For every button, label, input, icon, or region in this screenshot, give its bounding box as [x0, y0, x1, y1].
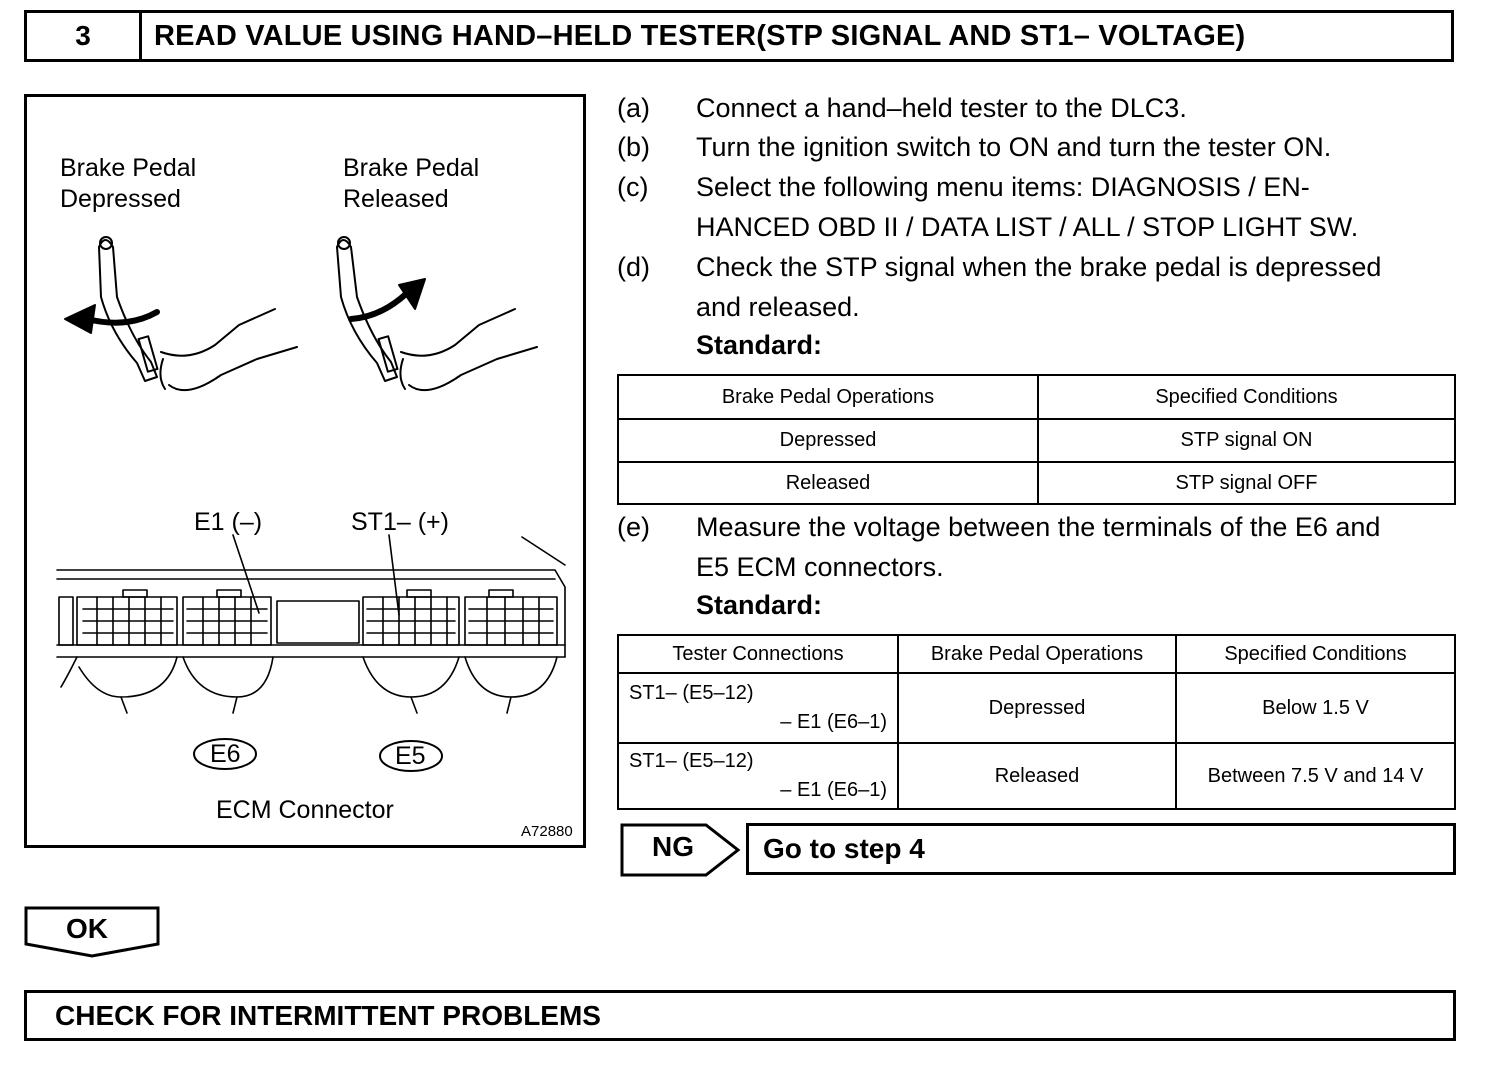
- step-b-text: Turn the ignition switch to ON and turn the tester ON.: [696, 132, 1332, 162]
- step-d-text-line1: Check the STP signal when the brake pedal is depressed: [696, 252, 1382, 282]
- step-c-text-line2: HANCED OBD II / DATA LIST / ALL / STOP LIGHT SW.: [696, 212, 1359, 242]
- table-header-cell: Brake Pedal Operations: [618, 375, 1038, 419]
- label-depressed-line2: Depressed: [60, 185, 181, 213]
- terminal-e1-label: E1 (–): [194, 508, 263, 536]
- connector-e5-label: E5: [395, 742, 426, 770]
- table-row: [618, 673, 1455, 743]
- tester-connection-cell: [618, 673, 898, 743]
- label-released-line1: Brake Pedal: [343, 154, 480, 182]
- table-row: [618, 462, 1455, 504]
- table-header-row: [618, 375, 1455, 419]
- stp-signal-table: [617, 374, 1456, 505]
- step-c-text-line1: Select the following menu items: DIAGNOSIS / EN-: [696, 172, 1310, 202]
- table-cell: Released: [618, 462, 1038, 504]
- terminal-st1-label: ST1– (+): [351, 508, 449, 536]
- figure-code: A72880: [521, 823, 573, 840]
- voltage-table: [617, 634, 1456, 810]
- depressed-arrowhead-icon: [65, 305, 95, 333]
- connector-e6-label: E6: [210, 740, 241, 768]
- label-released-line2: Released: [343, 185, 449, 213]
- step-e-text-line1: Measure the voltage between the terminals of the E6 and: [696, 512, 1381, 542]
- label-depressed-line1: Brake Pedal: [60, 154, 197, 182]
- depressed-pedal-icon: [99, 237, 297, 390]
- tester-connection-cell: [618, 743, 898, 809]
- depressed-arrow-icon: [87, 312, 157, 323]
- e1-leader-line: [233, 535, 259, 613]
- step-d-letter: (d): [617, 252, 650, 282]
- diagram-figure: [24, 94, 586, 848]
- table-cell: STP signal OFF: [1038, 462, 1455, 504]
- table-header-cell: Specified Conditions: [1038, 375, 1455, 419]
- step-a-letter: (a): [617, 93, 650, 123]
- tester-connection-line2: – E1 (E6–1): [780, 779, 887, 801]
- table-cell: Below 1.5 V: [1176, 673, 1455, 743]
- tester-connection-line1: ST1– (E5–12): [629, 682, 754, 704]
- st1-leader-line: [389, 535, 399, 615]
- table-cell: Depressed: [898, 673, 1176, 743]
- check-intermittent-problems-box: CHECK FOR INTERMITTENT PROBLEMS: [24, 990, 1456, 1041]
- standard-label-2: Standard:: [696, 590, 823, 620]
- step-header: [24, 10, 1454, 62]
- table-row: [618, 419, 1455, 462]
- table-cell: STP signal ON: [1038, 419, 1455, 462]
- ng-label: NG: [652, 831, 694, 862]
- table-header-cell: Brake Pedal Operations: [898, 635, 1176, 673]
- tester-connection-line2: – E1 (E6–1): [780, 711, 887, 733]
- step-a-text: Connect a hand–held tester to the DLC3.: [696, 93, 1187, 123]
- step-c-letter: (c): [617, 172, 649, 202]
- table-cell: Depressed: [618, 419, 1038, 462]
- step-b-letter: (b): [617, 132, 650, 162]
- table-cell: Between 7.5 V and 14 V: [1176, 743, 1455, 809]
- figure-caption: ECM Connector: [216, 796, 394, 824]
- tester-connection-line1: ST1– (E5–12): [629, 750, 754, 772]
- step-e-text-line2: E5 ECM connectors.: [696, 552, 944, 582]
- step-e-letter: (e): [617, 512, 650, 542]
- table-cell: Released: [898, 743, 1176, 809]
- table-header-row: [618, 635, 1455, 673]
- standard-label-1: Standard:: [696, 330, 823, 360]
- table-header-cell: Tester Connections: [618, 635, 898, 673]
- go-to-step-4-link[interactable]: Go to step 4: [746, 823, 1456, 875]
- step-d-text-line2: and released.: [696, 292, 860, 322]
- ok-label: OK: [66, 913, 108, 944]
- table-row: [618, 743, 1455, 809]
- step-title: READ VALUE USING HAND–HELD TESTER(STP SIGNAL AND ST1– VOLTAGE): [154, 19, 1246, 52]
- ecm-connector-icon: [57, 537, 565, 713]
- table-header-cell: Specified Conditions: [1176, 635, 1455, 673]
- step-number: 3: [27, 13, 142, 59]
